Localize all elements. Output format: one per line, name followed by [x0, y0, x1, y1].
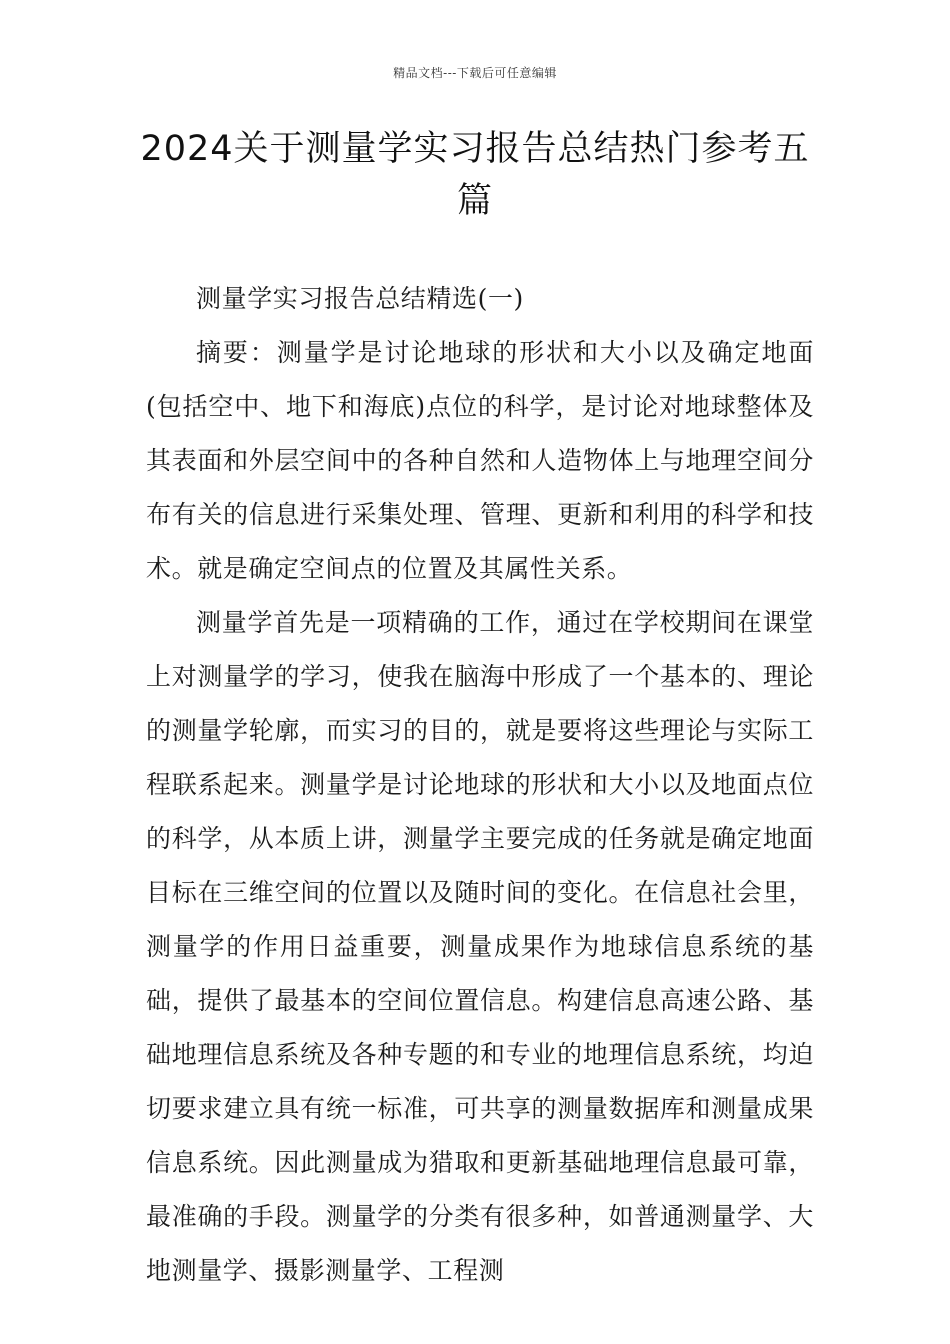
abstract-paragraph: 摘要：测量学是讨论地球的形状和大小以及确定地面(包括空中、地下和海底)点位的科学，是讨论对地球整体及其表面和外层空间中的各种自然和人造物体上与地理空间分布有关的信息进行采集处理、管理、更新和利用的科学和技术。就是确定空间点的位置及其属性关系。 [146, 338, 814, 583]
document-title: 2024关于测量学实习报告总结热门参考五篇 [140, 129, 810, 221]
body-paragraph: 测量学首先是一项精确的工作，通过在学校期间在课堂上对测量学的学习，使我在脑海中形成了一个基本的、理论的测量学轮廓，而实习的目的，就是要将这些理论与实际工程联系起来。测量学是讨论地球的形状和大小以及地面点位的科学，从本质上讲，测量学主要完成的任务就是确定地面目标在三维空间的位置以及随时间的变化。在信息社会里，测量学的作用日益重要，测量成果作为地球信息系统的基础，提供了最基本的空间位置信息。构建信息高速公路、基础地理信息系统及各种专题的和专业的地理信息系统，均迫切要求建立具有统一标准，可共享的测量数据库和测量成果信息系统。因此测量成为猎取和更新基础地理信息最可靠，最准确的手段。测量学的分类有很多种，如普通测量学、大地测量学、摄影测量学、工程测 [146, 608, 814, 1285]
header-note: 精品文档---下载后可任意编辑 [393, 66, 557, 80]
section-heading: 测量学实习报告总结精选(一) [196, 284, 524, 313]
document-body [146, 272, 814, 1298]
